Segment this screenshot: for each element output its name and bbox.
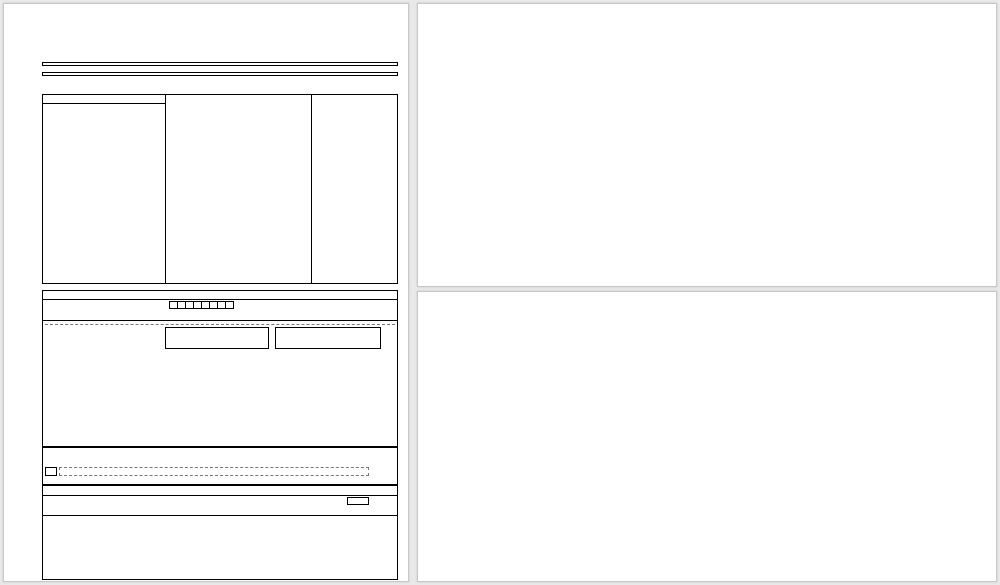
form-page-2 <box>417 3 997 287</box>
katottg-section <box>42 447 398 485</box>
location-col-header <box>165 327 269 349</box>
form-info-column <box>312 95 397 283</box>
submitters-column <box>43 95 166 283</box>
address-col-header <box>275 327 381 349</box>
report-title-column <box>166 95 312 283</box>
identification-section <box>42 290 398 447</box>
katottg-prefix <box>45 467 57 476</box>
violation-box <box>42 72 398 76</box>
missing-data-checkbox[interactable] <box>347 497 369 505</box>
katottg-field[interactable] <box>59 467 369 476</box>
missing-data-section <box>42 485 398 580</box>
form-page-1 <box>3 3 409 582</box>
confidentiality-box <box>42 62 398 66</box>
edrpou-cells[interactable] <box>169 301 233 309</box>
header-block <box>42 94 398 284</box>
form-page-3 <box>417 291 997 582</box>
